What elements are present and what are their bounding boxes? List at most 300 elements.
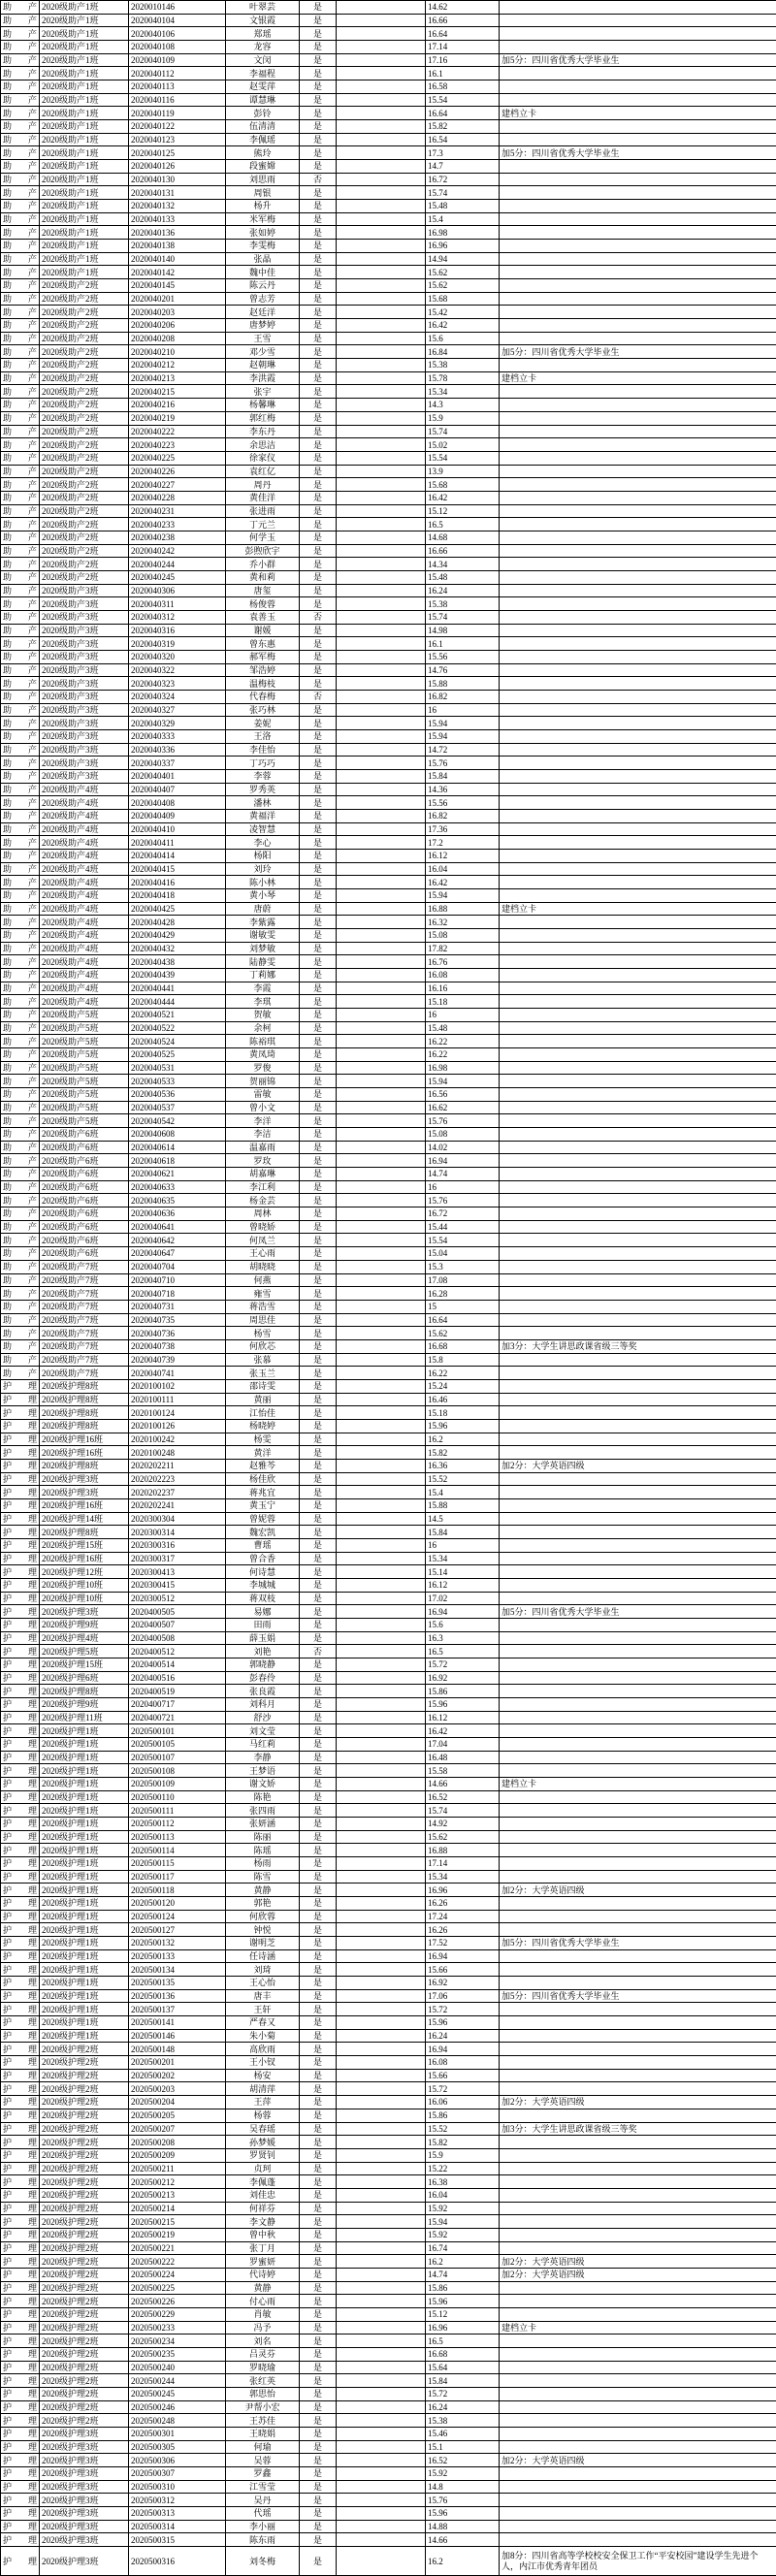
table-row <box>1 2427 776 2440</box>
major-cell: 助产 <box>1 1168 40 1181</box>
class-cell: 2020级助产4班 <box>40 942 129 955</box>
score-cell: 15.46 <box>426 2427 500 2440</box>
flag-cell: 是 <box>300 929 337 943</box>
note-cell <box>500 2202 776 2215</box>
note-cell: 加2分：大学英语四级 <box>500 2454 776 2467</box>
flag-cell: 是 <box>300 1168 337 1181</box>
flag-cell: 是 <box>300 1273 337 1287</box>
student-id-cell: 2020040432 <box>129 942 226 955</box>
flag-cell: 是 <box>300 850 337 863</box>
name-cell: 张宇 <box>226 385 300 399</box>
class-cell: 2020级护理1班 <box>40 1844 129 1857</box>
table-row <box>1 1963 776 1977</box>
student-id-cell: 2020100248 <box>129 1446 226 1460</box>
score-cell: 14.7 <box>426 160 500 174</box>
table-row <box>1 1778 776 1791</box>
table-row <box>1 1419 776 1433</box>
major-cell: 护理 <box>1 1910 40 1923</box>
class-cell: 2020级护理2班 <box>40 2295 129 2308</box>
class-cell: 2020级护理2班 <box>40 2361 129 2374</box>
table-row <box>1 1035 776 1048</box>
table-row <box>1 1711 776 1724</box>
table-row <box>1 902 776 916</box>
note-cell <box>500 1565 776 1579</box>
score-cell: 16.52 <box>426 1790 500 1804</box>
note-cell <box>500 438 776 452</box>
note-cell <box>500 1180 776 1194</box>
flag-cell: 是 <box>300 2003 337 2016</box>
flag-cell: 是 <box>300 226 337 240</box>
note-cell <box>500 1631 776 1645</box>
name-cell: 刘佳忠 <box>226 2188 300 2202</box>
note-cell <box>500 1327 776 1340</box>
major-cell: 护理 <box>1 1764 40 1778</box>
flag-cell: 是 <box>300 2400 337 2414</box>
class-cell: 2020级助产4班 <box>40 836 129 850</box>
name-cell: 何欣芯 <box>226 1339 300 1353</box>
score-cell: 17.36 <box>426 822 500 836</box>
note-cell: 建档立卡 <box>500 107 776 120</box>
name-cell: 江雪莹 <box>226 2480 300 2494</box>
class-cell: 2020级助产1班 <box>40 14 129 27</box>
empty-cell <box>337 438 426 452</box>
class-cell: 2020级助产4班 <box>40 982 129 995</box>
empty-cell <box>337 2202 426 2215</box>
student-id-cell: 2020040142 <box>129 266 226 279</box>
major-cell: 助产 <box>1 1141 40 1154</box>
score-cell: 15.12 <box>426 504 500 518</box>
empty-cell <box>337 1631 426 1645</box>
student-id-cell: 2020500133 <box>129 1949 226 1963</box>
empty-cell <box>337 2122 426 2136</box>
major-cell: 护理 <box>1 1711 40 1724</box>
table-row <box>1 67 776 80</box>
student-id-cell: 2020040223 <box>129 438 226 452</box>
major-cell: 护理 <box>1 1751 40 1764</box>
empty-cell <box>337 1552 426 1565</box>
flag-cell: 是 <box>300 1565 337 1579</box>
major-cell: 助产 <box>1 306 40 319</box>
flag-cell: 是 <box>300 1818 337 1831</box>
table-row <box>1 729 776 743</box>
table-row <box>1 41 776 54</box>
major-cell: 助产 <box>1 876 40 889</box>
class-cell: 2020级助产2班 <box>40 570 129 584</box>
flag-cell: 是 <box>300 306 337 319</box>
empty-cell <box>337 836 426 850</box>
score-cell: 15.96 <box>426 2016 500 2030</box>
class-cell: 2020级护理1班 <box>40 1764 129 1778</box>
score-cell: 15.14 <box>426 1565 500 1579</box>
major-cell: 护理 <box>1 1631 40 1645</box>
score-cell: 15.92 <box>426 2202 500 2215</box>
empty-cell <box>337 2069 426 2082</box>
note-cell <box>500 1818 776 1831</box>
major-cell: 护理 <box>1 2175 40 2189</box>
class-cell: 2020级护理2班 <box>40 2188 129 2202</box>
student-id-cell: 2020040542 <box>129 1114 226 1128</box>
score-cell: 16 <box>426 1180 500 1194</box>
table-row <box>1 14 776 27</box>
class-cell: 2020级护理15班 <box>40 1538 129 1552</box>
major-cell: 助产 <box>1 451 40 465</box>
class-cell: 2020级助产7班 <box>40 1327 129 1340</box>
major-cell: 助产 <box>1 729 40 743</box>
flag-cell: 是 <box>300 107 337 120</box>
flag-cell: 是 <box>300 371 337 385</box>
class-cell: 2020级助产1班 <box>40 160 129 174</box>
flag-cell: 是 <box>300 637 337 651</box>
empty-cell <box>337 570 426 584</box>
empty-cell <box>337 1459 426 1472</box>
class-cell: 2020级助产5班 <box>40 1035 129 1048</box>
empty-cell <box>337 120 426 134</box>
score-cell: 15.54 <box>426 451 500 465</box>
student-id-cell: 2020500245 <box>129 2387 226 2400</box>
name-cell: 何欣蓉 <box>226 1910 300 1923</box>
note-cell <box>500 1367 776 1380</box>
note-cell <box>500 2427 776 2440</box>
table-row <box>1 2414 776 2428</box>
class-cell: 2020级助产1班 <box>40 252 129 266</box>
name-cell: 彭铃 <box>226 107 300 120</box>
note-cell <box>500 399 776 412</box>
flag-cell: 是 <box>300 2016 337 2030</box>
name-cell: 舒沙 <box>226 1711 300 1724</box>
table-row <box>1 2175 776 2189</box>
major-cell: 护理 <box>1 1498 40 1512</box>
student-id-cell: 2020400717 <box>129 1698 226 1712</box>
table-row <box>1 1592 776 1605</box>
flag-cell: 是 <box>300 2175 337 2189</box>
table-row <box>1 650 776 663</box>
score-cell: 15.74 <box>426 610 500 624</box>
class-cell: 2020级护理8班 <box>40 1393 129 1406</box>
flag-cell: 是 <box>300 385 337 399</box>
name-cell: 罗玫 <box>226 1154 300 1168</box>
class-cell: 2020级助产6班 <box>40 1168 129 1181</box>
empty-cell <box>337 41 426 54</box>
major-cell: 护理 <box>1 1406 40 1420</box>
empty-cell <box>337 1897 426 1911</box>
major-cell: 助产 <box>1 809 40 822</box>
note-cell <box>500 266 776 279</box>
student-id-cell: 2020040126 <box>129 160 226 174</box>
class-cell: 2020级护理1班 <box>40 1738 129 1752</box>
note-cell <box>500 1208 776 1221</box>
empty-cell <box>337 107 426 120</box>
empty-cell <box>337 1605 426 1619</box>
table-row <box>1 266 776 279</box>
student-id-cell: 2020040428 <box>129 916 226 929</box>
name-cell: 杨俊蓉 <box>226 597 300 611</box>
flag-cell: 是 <box>300 1989 337 2003</box>
note-cell <box>500 2440 776 2454</box>
name-cell: 杨晓婷 <box>226 1419 300 1433</box>
note-cell <box>500 916 776 929</box>
student-id-cell: 2020040233 <box>129 518 226 531</box>
score-cell: 15.22 <box>426 2162 500 2175</box>
flag-cell: 是 <box>300 1526 337 1539</box>
score-cell: 16.66 <box>426 14 500 27</box>
major-cell: 助产 <box>1 624 40 637</box>
note-cell <box>500 332 776 345</box>
note-cell <box>500 544 776 558</box>
note-cell <box>500 2148 776 2162</box>
score-cell: 15.58 <box>426 1764 500 1778</box>
class-cell: 2020级助产2班 <box>40 279 129 293</box>
name-cell: 丁巧巧 <box>226 757 300 770</box>
flag-cell: 是 <box>300 518 337 531</box>
class-cell: 2020级助产2班 <box>40 345 129 359</box>
name-cell: 李蓉 <box>226 769 300 783</box>
class-cell: 2020级助产4班 <box>40 995 129 1009</box>
student-id-cell: 2020500221 <box>129 2241 226 2255</box>
name-cell: 赵廷洋 <box>226 306 300 319</box>
score-cell: 15.88 <box>426 1498 500 1512</box>
note-cell <box>500 2361 776 2374</box>
name-cell: 杨阳 <box>226 850 300 863</box>
major-cell: 护理 <box>1 2069 40 2082</box>
name-cell: 邓少雪 <box>226 345 300 359</box>
name-cell: 谢敏雯 <box>226 929 300 943</box>
flag-cell: 是 <box>300 2506 337 2520</box>
empty-cell <box>337 53 426 67</box>
flag-cell: 是 <box>300 2374 337 2388</box>
empty-cell <box>337 1685 426 1698</box>
major-cell: 护理 <box>1 1605 40 1619</box>
note-cell <box>500 425 776 438</box>
empty-cell <box>337 1512 426 1526</box>
table-row <box>1 1949 776 1963</box>
table-row <box>1 2188 776 2202</box>
flag-cell: 是 <box>300 1804 337 1818</box>
flag-cell: 是 <box>300 2148 337 2162</box>
table-row <box>1 359 776 372</box>
empty-cell <box>337 584 426 597</box>
empty-cell <box>337 889 426 903</box>
flag-cell: 是 <box>300 1327 337 1340</box>
score-cell: 15.54 <box>426 1234 500 1247</box>
major-cell: 助产 <box>1 504 40 518</box>
note-cell <box>500 1724 776 1738</box>
score-cell: 15.68 <box>426 478 500 492</box>
table-row <box>1 717 776 730</box>
note-cell <box>500 1353 776 1367</box>
student-id-cell: 2020040227 <box>129 478 226 492</box>
table-row <box>1 2109 776 2122</box>
class-cell: 2020级助产1班 <box>40 120 129 134</box>
student-id-cell: 2020040704 <box>129 1260 226 1273</box>
score-cell: 17.08 <box>426 1273 500 1287</box>
major-cell: 护理 <box>1 2029 40 2043</box>
name-cell: 李城城 <box>226 1578 300 1592</box>
name-cell: 张四雨 <box>226 1804 300 1818</box>
score-cell: 15.94 <box>426 2215 500 2229</box>
note-cell: 建档立卡 <box>500 1778 776 1791</box>
table-row <box>1 451 776 465</box>
name-cell: 刘文莹 <box>226 1724 300 1738</box>
note-cell <box>500 2188 776 2202</box>
student-id-cell: 2020040337 <box>129 757 226 770</box>
name-cell: 罗晓瑜 <box>226 2361 300 2374</box>
score-cell: 15 <box>426 1300 500 1313</box>
note-cell <box>500 27 776 41</box>
table-row <box>1 1075 776 1088</box>
score-cell: 14.36 <box>426 783 500 796</box>
student-id-cell: 2020500208 <box>129 2136 226 2149</box>
class-cell: 2020级助产2班 <box>40 359 129 372</box>
note-cell <box>500 240 776 253</box>
note-cell <box>500 1790 776 1804</box>
note-cell <box>500 1618 776 1631</box>
major-cell: 助产 <box>1 1114 40 1128</box>
table-row <box>1 889 776 903</box>
class-cell: 2020级助产2班 <box>40 531 129 544</box>
flag-cell: 是 <box>300 969 337 982</box>
major-cell: 助产 <box>1 1313 40 1327</box>
name-cell: 曹瑶 <box>226 1538 300 1552</box>
student-id-cell: 2020500114 <box>129 1844 226 1857</box>
student-id-cell: 2020040741 <box>129 1367 226 1380</box>
flag-cell: 是 <box>300 1724 337 1738</box>
class-cell: 2020级助产2班 <box>40 332 129 345</box>
score-cell: 15.76 <box>426 757 500 770</box>
flag-cell: 是 <box>300 650 337 663</box>
major-cell: 助产 <box>1 1088 40 1102</box>
major-cell: 助产 <box>1 1180 40 1194</box>
name-cell: 周丹 <box>226 478 300 492</box>
student-id-cell: 2020040216 <box>129 399 226 412</box>
flag-cell: 是 <box>300 200 337 213</box>
score-cell: 16.68 <box>426 2347 500 2361</box>
table-row <box>1 822 776 836</box>
name-cell: 陆静雯 <box>226 955 300 969</box>
table-row <box>1 1128 776 1142</box>
name-cell: 王轩 <box>226 2003 300 2016</box>
class-cell: 2020级护理1班 <box>40 1751 129 1764</box>
note-cell <box>500 2228 776 2241</box>
flag-cell: 是 <box>300 2307 337 2321</box>
student-id-cell: 2020500314 <box>129 2520 226 2533</box>
flag-cell: 是 <box>300 876 337 889</box>
note-cell <box>500 279 776 293</box>
note-cell <box>500 610 776 624</box>
flag-cell: 是 <box>300 1618 337 1631</box>
note-cell: 加2分：大学英语四级 <box>500 2255 776 2269</box>
score-cell: 15.34 <box>426 1552 500 1565</box>
empty-cell <box>337 1618 426 1631</box>
student-id-cell: 2020400507 <box>129 1618 226 1631</box>
flag-cell: 是 <box>300 1339 337 1353</box>
note-cell <box>500 292 776 306</box>
empty-cell <box>337 1101 426 1114</box>
student-id-cell: 2020040119 <box>129 107 226 120</box>
empty-cell <box>337 2029 426 2043</box>
major-cell: 助产 <box>1 345 40 359</box>
major-cell: 护理 <box>1 1977 40 1990</box>
student-id-cell: 2020500115 <box>129 1857 226 1871</box>
class-cell: 2020级护理3班 <box>40 1472 129 1486</box>
student-id-cell: 2020040208 <box>129 332 226 345</box>
class-cell: 2020级助产1班 <box>40 53 129 67</box>
score-cell: 15.94 <box>426 729 500 743</box>
score-cell: 15.72 <box>426 1658 500 1671</box>
student-id-cell: 2020500224 <box>129 2268 226 2281</box>
empty-cell <box>337 2175 426 2189</box>
student-id-cell: 2020040109 <box>129 53 226 67</box>
table-row <box>1 1260 776 1273</box>
class-cell: 2020级助产3班 <box>40 717 129 730</box>
empty-cell <box>337 1486 426 1499</box>
score-cell: 16.98 <box>426 226 500 240</box>
score-cell: 16.42 <box>426 319 500 333</box>
flag-cell: 是 <box>300 916 337 929</box>
student-id-cell: 2020100124 <box>129 1406 226 1420</box>
note-cell <box>500 1977 776 1990</box>
major-cell: 助产 <box>1 663 40 677</box>
name-cell: 黄福洋 <box>226 809 300 822</box>
class-cell: 2020级助产2班 <box>40 465 129 478</box>
score-cell: 16.64 <box>426 107 500 120</box>
class-cell: 2020级助产1班 <box>40 27 129 41</box>
name-cell: 姜妮 <box>226 717 300 730</box>
class-cell: 2020级护理1班 <box>40 2029 129 2043</box>
major-cell: 助产 <box>1 186 40 200</box>
score-cell: 14.92 <box>426 1818 500 1831</box>
student-id-cell: 2020040219 <box>129 411 226 425</box>
major-cell: 助产 <box>1 1035 40 1048</box>
major-cell: 助产 <box>1 969 40 982</box>
empty-cell <box>337 2255 426 2269</box>
score-cell: 15.62 <box>426 1830 500 1844</box>
class-cell: 2020级助产6班 <box>40 1194 129 1208</box>
class-cell: 2020级护理3班 <box>40 2547 129 2576</box>
empty-cell <box>337 1963 426 1977</box>
major-cell: 护理 <box>1 1844 40 1857</box>
class-cell: 2020级助产1班 <box>40 93 129 107</box>
note-cell <box>500 160 776 174</box>
flag-cell: 是 <box>300 1498 337 1512</box>
name-cell: 邵诗雯 <box>226 1379 300 1393</box>
note-cell <box>500 2043 776 2056</box>
student-id-cell: 2020040735 <box>129 1313 226 1327</box>
empty-cell <box>337 1300 426 1313</box>
flag-cell: 是 <box>300 2188 337 2202</box>
major-cell: 护理 <box>1 2547 40 2576</box>
empty-cell <box>337 1168 426 1181</box>
score-cell: 15.6 <box>426 332 500 345</box>
score-cell: 15.9 <box>426 411 500 425</box>
name-cell: 何诗慧 <box>226 1565 300 1579</box>
name-cell: 代瑶 <box>226 2506 300 2520</box>
student-id-cell: 2020500146 <box>129 2029 226 2043</box>
score-cell: 16.56 <box>426 1088 500 1102</box>
name-cell: 江怡佳 <box>226 1406 300 1420</box>
major-cell: 护理 <box>1 2295 40 2308</box>
note-cell <box>500 1711 776 1724</box>
table-row <box>1 1910 776 1923</box>
empty-cell <box>337 359 426 372</box>
score-cell: 17.06 <box>426 1989 500 2003</box>
score-cell: 17.24 <box>426 1910 500 1923</box>
note-cell <box>500 2520 776 2533</box>
flag-cell: 是 <box>300 2466 337 2480</box>
name-cell: 王小钗 <box>226 2056 300 2070</box>
name-cell: 周思佳 <box>226 1313 300 1327</box>
name-cell: 何学玉 <box>226 531 300 544</box>
table-row <box>1 491 776 504</box>
